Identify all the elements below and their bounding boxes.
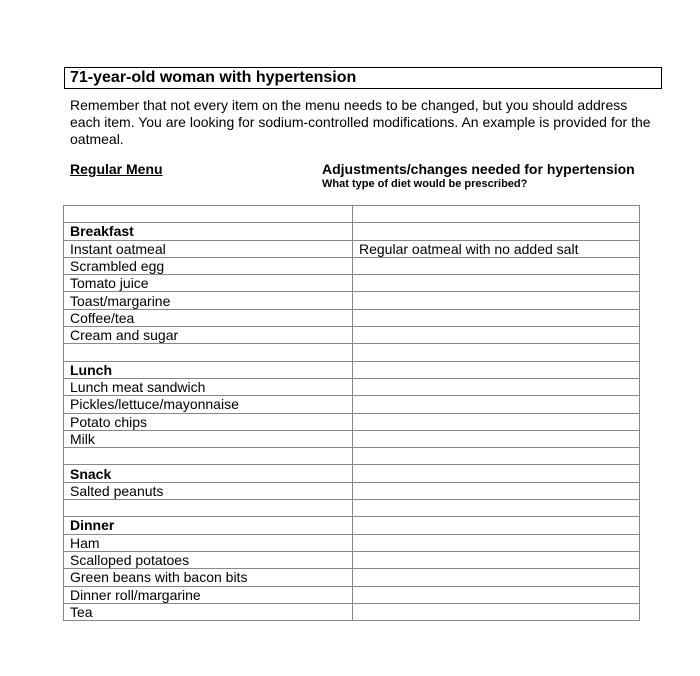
table-row bbox=[64, 413, 640, 430]
adjustment-cell[interactable] bbox=[353, 257, 640, 274]
adjustment-cell[interactable] bbox=[353, 448, 640, 465]
table-row bbox=[64, 327, 640, 344]
adjustment-cell[interactable] bbox=[353, 517, 640, 534]
menu-item-cell: Scalloped potatoes bbox=[64, 551, 353, 568]
adjustment-cell[interactable] bbox=[353, 275, 640, 292]
menu-item-cell: Tomato juice bbox=[64, 275, 353, 292]
menu-item-cell: Lunch meat sandwich bbox=[64, 378, 353, 395]
table-row bbox=[64, 378, 640, 395]
meal-section-header: Snack bbox=[64, 465, 353, 482]
menu-item-cell: Coffee/tea bbox=[64, 309, 353, 326]
menu-item-cell: Potato chips bbox=[64, 413, 353, 430]
menu-item-cell bbox=[64, 344, 353, 361]
menu-item-cell: Ham bbox=[64, 534, 353, 551]
adjustment-cell[interactable] bbox=[353, 361, 640, 378]
menu-item-cell: Milk bbox=[64, 430, 353, 447]
meal-section-header: Breakfast bbox=[64, 223, 353, 240]
table-row bbox=[64, 309, 640, 326]
table-row bbox=[64, 275, 640, 292]
menu-item-cell: Salted peanuts bbox=[64, 482, 353, 499]
menu-item-cell: Pickles/lettuce/mayonnaise bbox=[64, 396, 353, 413]
table-row bbox=[64, 361, 640, 378]
table-row bbox=[64, 344, 640, 361]
table-row bbox=[64, 551, 640, 568]
adjustment-cell[interactable] bbox=[353, 534, 640, 551]
adjustment-cell[interactable] bbox=[353, 378, 640, 395]
table-row bbox=[64, 534, 640, 551]
menu-item-cell bbox=[64, 500, 353, 517]
menu-item-cell: Dinner roll/margarine bbox=[64, 586, 353, 603]
table-row bbox=[64, 448, 640, 465]
adjustment-cell[interactable] bbox=[353, 465, 640, 482]
instructions-text: Remember that not every item on the menu needs to be changed, but you should address each item. You are looking for sodium-controlled modifications. An example is provided for the oatmeal. bbox=[70, 97, 651, 147]
menu-item-cell: Instant oatmeal bbox=[64, 240, 353, 257]
menu-table bbox=[63, 205, 640, 621]
adjustment-cell[interactable] bbox=[353, 500, 640, 517]
table-row bbox=[64, 206, 640, 223]
adjustment-cell[interactable] bbox=[353, 430, 640, 447]
diet-question-subheader: What type of diet would be prescribed? bbox=[322, 178, 528, 190]
menu-item-cell: Tea bbox=[64, 603, 353, 620]
table-row bbox=[64, 569, 640, 586]
adjustment-cell[interactable] bbox=[353, 344, 640, 361]
menu-table-body bbox=[64, 206, 640, 621]
menu-item-cell: Scrambled egg bbox=[64, 257, 353, 274]
adjustment-cell[interactable] bbox=[353, 292, 640, 309]
table-row bbox=[64, 292, 640, 309]
adjustment-cell[interactable]: Regular oatmeal with no added salt bbox=[353, 240, 640, 257]
table-row bbox=[64, 517, 640, 534]
menu-item-cell: Toast/margarine bbox=[64, 292, 353, 309]
title-box bbox=[64, 67, 662, 89]
menu-item-cell: Green beans with bacon bits bbox=[64, 569, 353, 586]
menu-item-cell: Cream and sugar bbox=[64, 327, 353, 344]
table-row bbox=[64, 603, 640, 620]
adjustment-cell[interactable] bbox=[353, 396, 640, 413]
meal-section-header: Lunch bbox=[64, 361, 353, 378]
menu-item-cell bbox=[64, 206, 353, 223]
adjustment-cell[interactable] bbox=[353, 206, 640, 223]
table-row bbox=[64, 240, 640, 257]
adjustment-cell[interactable] bbox=[353, 603, 640, 620]
adjustment-cell[interactable] bbox=[353, 551, 640, 568]
adjustment-cell[interactable] bbox=[353, 327, 640, 344]
regular-menu-header: Regular Menu bbox=[70, 161, 163, 177]
menu-item-cell bbox=[64, 448, 353, 465]
adjustment-cell[interactable] bbox=[353, 482, 640, 499]
table-row bbox=[64, 500, 640, 517]
adjustment-cell[interactable] bbox=[353, 413, 640, 430]
table-row bbox=[64, 396, 640, 413]
table-row bbox=[64, 482, 640, 499]
adjustment-cell[interactable] bbox=[353, 309, 640, 326]
adjustment-cell[interactable] bbox=[353, 569, 640, 586]
table-row bbox=[64, 257, 640, 274]
table-row bbox=[64, 223, 640, 240]
adjustment-cell[interactable] bbox=[353, 586, 640, 603]
table-row bbox=[64, 430, 640, 447]
meal-section-header: Dinner bbox=[64, 517, 353, 534]
adjustment-cell[interactable] bbox=[353, 223, 640, 240]
table-row bbox=[64, 465, 640, 482]
table-row bbox=[64, 586, 640, 603]
page-title: 71-year-old woman with hypertension bbox=[70, 69, 357, 86]
adjustments-header: Adjustments/changes needed for hypertension bbox=[322, 161, 635, 177]
